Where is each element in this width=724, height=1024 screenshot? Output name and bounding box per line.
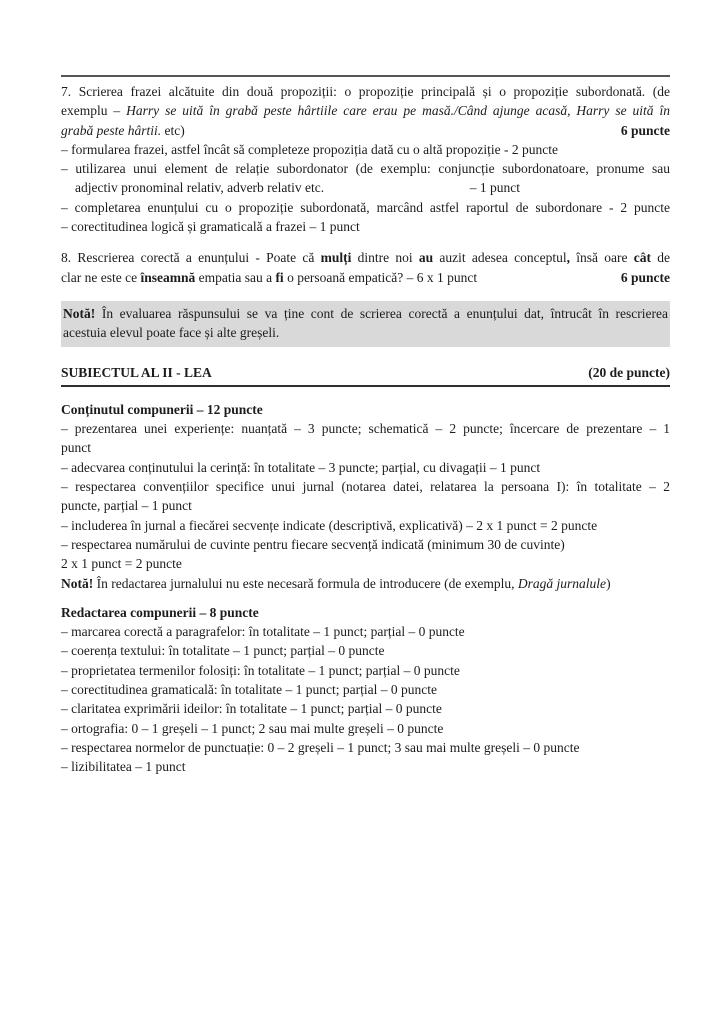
text-segment: grabă peste hârtii. xyxy=(61,122,162,138)
text-segment: 7. Scrierea frazei alcătuite din două propoziții: o propoziție principală și o propoziție subordonată. (de xyxy=(61,84,670,99)
line-text xyxy=(61,624,465,639)
text-line xyxy=(61,699,670,718)
text-segment: – corectitudinea logică și gramaticală a frazei – 1 punct xyxy=(61,219,360,235)
text-line xyxy=(61,719,670,738)
line-points-value: – 1 punct xyxy=(469,180,520,196)
text-segment: – ortografia: 0 – 1 greșeli – 1 punct; 2 sau mai multe greșeli – 0 puncte xyxy=(61,720,444,736)
line-text xyxy=(61,200,670,215)
note-evaluation xyxy=(61,301,670,347)
line-text xyxy=(61,161,670,176)
line-text xyxy=(61,479,670,494)
line-text xyxy=(63,306,668,321)
text-line xyxy=(61,217,670,236)
line-text xyxy=(61,440,91,455)
text-line xyxy=(61,438,670,457)
text-segment: – corectitudinea gramaticală: în totalitate – 1 punct; parțial – 0 puncte xyxy=(61,682,437,698)
text-line xyxy=(61,248,670,267)
text-line xyxy=(63,304,668,323)
text-segment: ) xyxy=(606,575,611,591)
line-text xyxy=(61,268,477,287)
text-segment: înseamnă xyxy=(140,269,196,285)
line-text xyxy=(61,84,670,99)
line-text xyxy=(61,740,579,755)
text-line xyxy=(61,121,670,140)
text-segment: – respectarea numărului de cuvinte pentru fiecare secvență indicată (minimum 30 de cuvinte) xyxy=(61,536,565,552)
text-segment: auzit adesea conceptul xyxy=(433,250,567,266)
text-segment: Redactarea compunerii – 8 puncte xyxy=(61,604,259,620)
text-line xyxy=(61,554,670,573)
text-line xyxy=(61,496,670,515)
text-line xyxy=(61,419,670,438)
text-segment: dintre noi xyxy=(351,250,419,266)
text-line xyxy=(61,140,670,159)
text-segment: – proprietatea termenilor folosiți: în totalitate – 1 punct; parțial – 0 puncte xyxy=(61,662,460,678)
line-text xyxy=(61,556,182,571)
text-segment: În redactarea jurnalului nu este necesară formula de introducere (de exemplu, xyxy=(93,575,518,591)
text-line xyxy=(63,323,668,342)
text-segment: – respectarea convențiilor specifice unui jurnal (notarea datei, relatarea la persoana I): în totalitate – 2 xyxy=(61,479,670,495)
content-section xyxy=(61,400,670,593)
text-line xyxy=(61,738,670,757)
line-text xyxy=(61,759,185,774)
text-segment: Dragă jurnalule xyxy=(517,575,607,591)
text-segment: exemplu – xyxy=(61,103,127,119)
line-text xyxy=(61,121,185,140)
text-line xyxy=(61,101,670,120)
text-line xyxy=(61,661,670,680)
line-text xyxy=(75,178,324,197)
text-line xyxy=(61,458,670,477)
text-line xyxy=(61,400,670,419)
text-segment: – utilizarea unui element de relație subordonator (de exemplu: conjuncție subordonatoare, pronume sau xyxy=(61,161,670,177)
text-segment: etc) xyxy=(161,122,185,138)
text-segment: Notă! xyxy=(63,305,96,321)
text-segment: – adecvarea conținutului la cerință: în totalitate – 3 puncte; parțial, cu divagații – 1 punct xyxy=(61,459,541,475)
subject-2-heading xyxy=(61,363,670,387)
text-segment: Conținutul compunerii – 12 puncte xyxy=(61,401,263,417)
text-line xyxy=(61,622,670,641)
text-line xyxy=(61,178,670,197)
text-segment: empatia sau a xyxy=(195,269,276,285)
text-line xyxy=(61,641,670,660)
line-points-value: 6 puncte xyxy=(620,122,670,138)
text-line xyxy=(61,535,670,554)
text-segment: – marcarea corectă a paragrafelor: în totalitate – 1 punct; parțial – 0 puncte xyxy=(61,624,465,640)
line-text xyxy=(61,701,442,716)
text-line xyxy=(61,82,670,101)
text-line xyxy=(61,680,670,699)
text-segment: cât xyxy=(633,250,651,266)
text-segment: clar ne este ce xyxy=(61,269,141,285)
top-rule xyxy=(61,75,670,77)
text-segment: de xyxy=(651,250,671,266)
question-8 xyxy=(61,248,670,287)
text-line xyxy=(61,477,670,496)
text-segment: 8. Rescrierea corectă a enunțului - Poate că xyxy=(61,250,321,266)
line-text xyxy=(61,103,670,118)
text-line xyxy=(61,603,670,622)
text-segment: Notă! xyxy=(61,575,94,591)
question-7 xyxy=(61,82,670,236)
text-line xyxy=(61,516,670,535)
line-text xyxy=(61,402,263,417)
line-text xyxy=(63,325,279,340)
text-segment: – formularea frazei, astfel încât să completeze propoziția dată cu o altă propoziție - 2 puncte xyxy=(61,141,559,157)
text-segment: mulți xyxy=(320,250,352,266)
text-segment: , xyxy=(566,250,570,266)
text-line xyxy=(61,268,670,287)
text-segment: acestuia elevul poate face și alte greșeli. xyxy=(63,325,280,341)
text-segment: 2 x 1 punct = 2 puncte xyxy=(61,556,182,572)
line-text xyxy=(61,142,558,157)
text-segment: – claritatea exprimării ideilor: în totalitate – 1 punct; parțial – 0 puncte xyxy=(61,701,442,717)
text-segment: adjectiv pronominal relativ, adverb relativ etc. xyxy=(75,180,325,196)
line-text xyxy=(61,421,670,436)
text-segment: – prezentarea unei experiențe: nuanțată – 3 puncte; schematică – 2 puncte; încercare de prezentare – 1 xyxy=(61,421,670,437)
line-text xyxy=(61,663,460,678)
text-segment: – completarea enunțului cu o propoziție subordonată, marcând astfel raportul de subordonare - 2 puncte xyxy=(61,199,670,215)
line-text xyxy=(61,721,443,736)
line-text xyxy=(61,682,437,697)
text-line xyxy=(61,757,670,776)
line-text xyxy=(61,605,259,620)
line-text xyxy=(61,537,565,552)
text-segment: însă oare xyxy=(569,250,634,266)
line-text xyxy=(61,643,385,658)
line-text xyxy=(61,250,670,265)
text-segment: – coerența textului: în totalitate – 1 punct; parțial – 0 puncte xyxy=(61,643,385,659)
subject-2-heading-points: (20 de puncte) xyxy=(588,364,670,380)
line-points-value: 6 puncte xyxy=(620,269,670,285)
line-text xyxy=(61,219,360,234)
line-text xyxy=(61,460,540,475)
line-text xyxy=(61,498,192,513)
text-segment: În evaluarea răspunsului se va ține cont de scrierea corectă a enunțului dat, întrucât în rescrierea xyxy=(95,305,668,321)
text-segment: – respectarea normelor de punctuație: 0 – 2 greșeli – 1 punct; 3 sau mai multe greșeli – 0 puncte xyxy=(61,739,580,755)
text-segment: fi xyxy=(275,269,284,285)
line-text xyxy=(61,576,611,591)
text-segment: au xyxy=(418,250,434,266)
text-segment: o persoană empatică? – 6 x 1 punct xyxy=(283,269,478,285)
writing-section xyxy=(61,603,670,777)
text-segment: punct xyxy=(61,440,91,456)
line-text xyxy=(61,518,597,533)
subject-2-heading-title: SUBIECTUL AL II - LEA xyxy=(61,364,212,380)
text-segment: puncte, parțial – 1 punct xyxy=(61,498,192,514)
text-segment: – lizibilitatea – 1 punct xyxy=(61,759,186,775)
text-line xyxy=(61,198,670,217)
text-segment: Harry se uită în grabă peste hârtiile care erau pe masă./Când ajunge acasă, Harry se uită în xyxy=(126,103,670,119)
text-segment: – includerea în jurnal a fiecărei secvențe indicate (descriptivă, explicativă) – 2 x 1 punct = 2 puncte xyxy=(61,517,598,533)
text-line xyxy=(61,574,670,593)
text-line xyxy=(61,159,670,178)
